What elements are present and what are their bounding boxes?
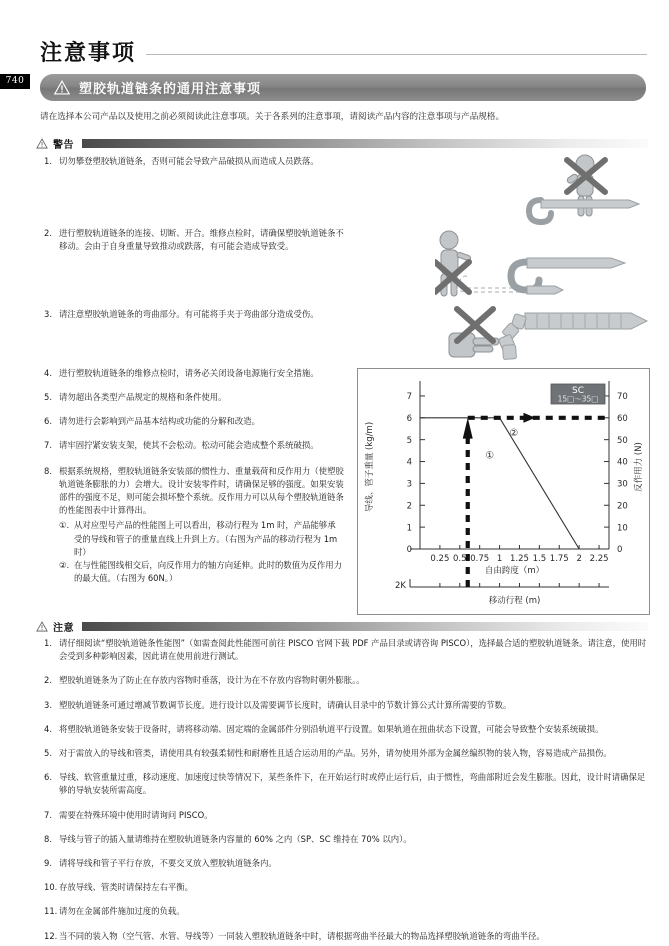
performance-chart-svg	[358, 369, 649, 614]
performance-curve	[420, 418, 579, 549]
list-item-number: 8.	[44, 833, 52, 844]
list-item-text: 根据系统规格，塑胶轨道链条安装部的惯性力、重量载荷和反作用力（使塑胶轨道链条膨胀的力）会增大。设计安装零件时，请确保足够的强度。如果安装部件的强度不足，则可能会损坏整个系统。反作用力可以从每个塑胶轨道链条的性能图表中计算得出。	[59, 465, 344, 516]
list-item-text: 请牢固拧紧安装支架，使其不会松动。松动可能会造成整个系统破损。	[59, 440, 319, 451]
list-item-number: 5.	[44, 392, 52, 403]
warning-triangle-icon	[54, 80, 70, 95]
page-number-badge: 740	[0, 74, 30, 89]
list-item	[44, 367, 344, 380]
y-axis-title-right: 反作用力 (N)	[634, 442, 644, 492]
x-tick-label-primary: 2	[576, 554, 582, 564]
list-item-text: 请勿进行会影响到产品基本结构或功能的分解和改造。	[59, 416, 260, 427]
list-item-number: 4.	[44, 723, 52, 734]
list-item-number: 1.	[44, 156, 52, 166]
list-item-text: 进行塑胶轨道链条的维修点检时，请务必关闭设备电源施行安全措施。	[59, 367, 319, 378]
list-item-number: 6.	[44, 772, 52, 783]
list-item-number: 8.	[44, 465, 52, 476]
list-item-number: 6.	[44, 416, 52, 427]
list-item	[44, 308, 344, 321]
sub-item-list	[59, 519, 344, 585]
y-tick-label-left: 1	[406, 523, 412, 534]
sub-list-item	[59, 559, 344, 585]
list-item	[44, 465, 344, 586]
list-item-number: 9.	[44, 858, 52, 869]
y-tick-label-right: 0	[617, 545, 623, 556]
chart-legend-title: SC	[572, 386, 584, 396]
banner-label: 塑胶轨道链条的通用注意事项	[79, 82, 262, 97]
y-tick-label-left: 6	[406, 414, 412, 424]
list-item-text: 请注意塑胶轨道链条的弯曲部分。有可能将手夹于弯曲部分造成受伤。	[59, 308, 319, 319]
warning-section-header	[36, 136, 648, 151]
warning-triangle-icon	[36, 138, 48, 149]
list-item-text: 当不同的装入物（空气管、水管、导线等）一同装入塑胶轨道链条中时，请根据弯曲半径最大的物品选择塑胶轨道链条的弯曲半径。	[59, 930, 545, 941]
y-tick-label-right: 50	[617, 435, 628, 446]
list-item	[44, 881, 648, 894]
y-tick-label-left: 3	[406, 479, 412, 490]
no-hand-in-bend-illustration	[445, 305, 655, 367]
list-item	[44, 155, 344, 168]
list-item-number: 12.	[44, 930, 58, 941]
list-item-text: 切勿攀登塑胶轨道链条，否则可能会导致产品破损从而造成人员跌落。	[59, 156, 319, 166]
y-tick-label-right: 30	[617, 479, 628, 490]
list-item	[44, 391, 344, 404]
sub-list-item-text: 在与性能图线相交后，向反作用力的轴方向延伸。此时的数值为反作用力的最大值。（右图为 60N。）	[74, 560, 342, 584]
caution-section-header	[36, 619, 648, 634]
list-item-text: 请勿超出各类型产品规定的规格和条件使用。	[59, 392, 227, 403]
list-item-text: 需要在特殊环境中使用时请询问 PISCO。	[59, 809, 213, 820]
y-tick-label-left: 0	[406, 545, 412, 556]
list-item-text: 请将导线和管子平行存放，不要交叉放入塑胶轨道链条内。	[59, 858, 277, 869]
list-item-number: 10.	[44, 882, 58, 893]
x-tick-label-primary: 1	[496, 554, 503, 564]
list-item-number: 3.	[44, 308, 52, 319]
list-item-text: 导线、软管重量过重，移动速度、加速度过快等情况下，某些条件下，在开始运行时或停止运行后，由于惯性，弯曲部附近会发生膨胀。因此，设计时请确保足够的导轨安装所需高度。	[59, 772, 646, 796]
list-item	[44, 809, 648, 822]
list-item-text: 将塑胶轨道链条安装于设备时，请将移动端、固定端的金属部件分别沿轨道平行设置。如果轨道在扭曲状态下设置，可能会导致整个安装系统破损。	[59, 723, 604, 734]
annotation-2-label: ②	[509, 427, 519, 439]
y-tick-label-right: 20	[617, 501, 628, 512]
list-item-text: 对于需放入的导线和管类，请使用具有较强柔韧性和耐磨性且适合运动用的产品。另外，请勿使用外部为金属丝编织物的装入物，容易造成产品损伤。	[59, 748, 612, 759]
list-item-number: 7.	[44, 440, 52, 451]
list-item-number: 4.	[44, 367, 52, 378]
list-item-text: 塑胶轨道链条为了防止在存放内容物时垂落，设计为在不存放内容物时朝外膨胀。。	[59, 675, 365, 686]
list-item	[44, 415, 344, 428]
list-item	[44, 699, 648, 712]
y-tick-label-left: 2	[406, 501, 412, 512]
sub-list-item-number: ①.	[59, 520, 70, 531]
list-item-number: 1.	[44, 638, 52, 648]
no-climbing-on-chain-illustration	[523, 152, 653, 237]
sub-list-item	[59, 519, 344, 559]
x-tick-label-primary: 2.25	[589, 554, 609, 564]
list-item	[44, 637, 648, 663]
page-title	[40, 36, 647, 67]
warning-item-list	[44, 155, 344, 585]
y-tick-label-left: 4	[406, 457, 412, 468]
annotation-1-arrowhead	[463, 418, 473, 439]
performance-chart	[357, 368, 650, 615]
x-tick-label-primary: 1.25	[510, 554, 529, 564]
y-tick-label-left: 7	[406, 392, 412, 403]
list-item-number: 11.	[44, 906, 58, 917]
section-banner	[40, 74, 646, 101]
list-item	[44, 747, 648, 760]
y-tick-label-right: 10	[617, 523, 628, 534]
warning-triangle-icon	[36, 621, 48, 632]
list-item-number: 2.	[44, 675, 52, 686]
list-item-text: 塑胶轨道链条可通过增减节数调节长度。进行设计以及需要调节长度时，请确认目录中的节数计算公式计算所需要的节数。	[59, 699, 512, 710]
list-item	[44, 833, 648, 846]
x-axis-title-secondary: 移动行程 (m)	[488, 596, 541, 606]
y-tick-label-right: 60	[617, 414, 628, 424]
sub-list-item-text: 从对应型号产品的性能图上可以看出，移动行程为 1m 时，产品能够承受的导线和管子的重量直线上升到上方。（右图为产品的移动行程为 1m 时）	[74, 520, 338, 557]
list-item	[44, 930, 648, 943]
list-item-number: 3.	[44, 699, 52, 710]
list-item-text: 进行塑胶轨道链条的连接、切断、开合。维修点检时，请确保塑胶轨道链条不移动。会由于自身重量导致推动或跌落，有可能会造成导致受。	[59, 228, 344, 252]
title-rule	[146, 54, 647, 55]
caution-section-label: 注意	[53, 623, 74, 634]
caution-gradient-bar	[82, 622, 648, 631]
chart-legend-subtitle: 15□～35□	[557, 394, 599, 404]
list-item-text: 请勿在金属部件施加过度的负载。	[59, 906, 185, 917]
y-axis-title-left: 导线、管子重量 (kg/m)	[365, 421, 375, 513]
warning-gradient-bar	[82, 139, 648, 148]
x-axis-title-primary: 自由跨度（m）	[484, 566, 545, 576]
list-item-number: 5.	[44, 748, 52, 759]
y-tick-label-left: 5	[406, 435, 412, 446]
y-tick-label-right: 40	[617, 457, 628, 468]
list-item	[44, 857, 648, 870]
list-item	[44, 227, 344, 253]
intro-paragraph: 请在选择本公司产品以及使用之前必须阅读此注意事项。关于各系列的注意事项，请阅读产品内容的注意事项与产品规格。	[40, 112, 505, 122]
y-tick-label-right: 70	[617, 392, 628, 403]
annotation-1-label: ①	[485, 450, 495, 462]
x-tick-label-primary: 0.5	[453, 554, 467, 564]
caution-item-list	[44, 637, 648, 943]
list-item-text: 请仔细阅读“塑胶轨道链条性能图”（如需查阅此性能图可前往 PISCO 官网下载 PDF 产品目录或请咨询 PISCO），选择最合适的塑胶轨道链条。请注意，使用时会受到多种影响因素，因此请在使用前进行测试。	[59, 638, 647, 662]
list-item	[44, 439, 344, 452]
annotation-2-arrowhead	[523, 413, 535, 423]
x-tick-label-primary: 1.75	[549, 554, 569, 564]
x-axis-secondary-origin-label: 2K	[395, 581, 406, 591]
x-tick-label-primary: 0.75	[470, 554, 490, 564]
x-tick-label-primary: 1.5	[532, 554, 547, 564]
list-item	[44, 723, 648, 736]
page-title-text: 注意事项	[40, 41, 137, 66]
list-item	[44, 771, 648, 797]
x-tick-label-primary: 0.25	[430, 554, 450, 564]
list-item-text: 导线与管子的插入量请维持在塑胶轨道链条内容量的 60% 之内（SP、SC 维持在 70% 以内）。	[59, 833, 412, 844]
list-item	[44, 905, 648, 918]
list-item	[44, 674, 648, 687]
sub-list-item-number: ②.	[59, 560, 70, 571]
list-item-number: 2.	[44, 228, 52, 239]
warning-section-label: 警告	[53, 140, 74, 151]
list-item-number: 7.	[44, 809, 52, 820]
list-item-text: 存放导线、管类时请保持左右平衡。	[59, 882, 193, 893]
